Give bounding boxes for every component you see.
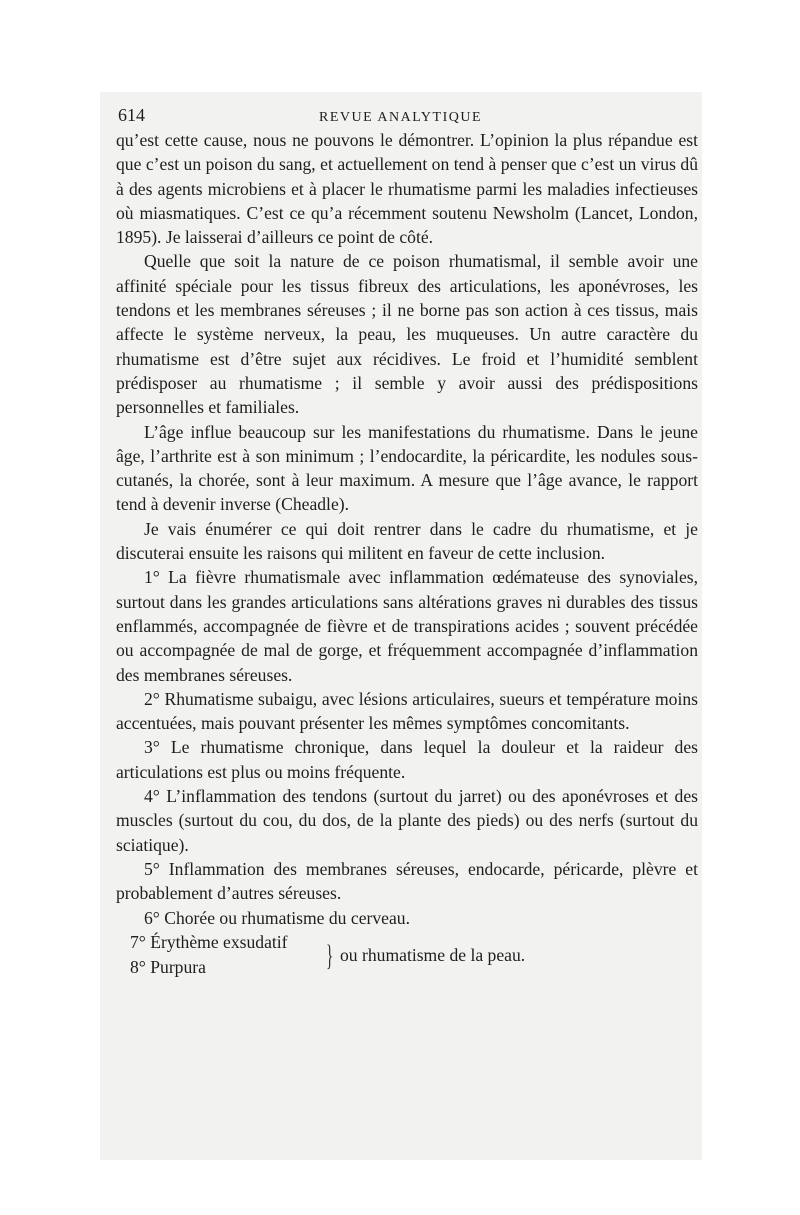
brace-icon: } [326, 938, 334, 972]
list-tail [116, 930, 698, 984]
list-item-2: 2° Rhumatisme subaigu, avec lésions articulaires, sueurs et température moins accentuées, mais pouvant présenter les mêmes symptômes concomitants. [116, 688, 698, 734]
paragraph-1: qu’est cette cause, nous ne pouvons le démontrer. L’opinion la plus répandue est que c’est un poison du sang, et actuellement on tend à penser que c’est un virus dû à des agents microbiens et à placer le rhumatisme parmi les maladies infectieuses où miasmatiques. C’est ce qu’a récemment soutenu Newsholm (Lancet, London, 1895). Je laisserai d’ailleurs ce point de côté. [116, 130, 698, 248]
list-item-3: 3° Le rhumatisme chronique, dans lequel la douleur et la raideur des articulations est plus ou moins fréquente. [116, 737, 698, 782]
list-item-4: 4° L’inflammation des tendons (surtout du jarret) ou des aponévroses et des muscles (surtout du cou, du dos, de la plante des pieds) ou des nerfs (surtout du sciatique). [116, 786, 698, 855]
brace-label: ou rhumatisme de la peau. [340, 944, 526, 965]
paragraph-2: Quelle que soit la nature de ce poison rhumatismal, il semble avoir une affinité spéciale pour les tissus fibreux des articulations, les aponévroses, les tendons et les membranes séreuses ; il ne borne pas son action à ces tissus, mais affecte le système nerveux, la peau, les muqueuses. Un autre caractère du rhumatisme est d’être sujet aux récidives. Le froid et l’humidité semblent prédisposer au rhumatisme ; il semble y avoir aussi des prédispositions personnelles et familiales. [116, 251, 698, 418]
paragraph-3: L’âge influe beaucoup sur les manifestations du rhumatisme. Dans le jeune âge, l’arthrite est à son minimum ; l’endocardite, la péricardite, les nodules sous-cutanés, la chorée, sont à leur maximum. A mesure que l’âge avance, le rapport tend à devenir inverse (Cheadle). [116, 421, 698, 515]
list-item-7: 7° Érythème exsudatif [130, 931, 288, 952]
list-item-8: 8° Purpura [130, 956, 206, 977]
running-head [116, 103, 698, 127]
list-item-1: 1° La fièvre rhumatismale avec inflammation œdémateuse des synoviales, surtout dans les grandes articulations sans altérations graves ni durables des tissus enflammés, accompagnée de fièvre et de transpirations acides ; souvent précédée ou accompagnée de mal de gorge, et fréquemment accompagnée d’inflammation des membranes séreuses. [116, 567, 698, 685]
page-number: 614 [118, 105, 145, 125]
list-item-6: 6° Chorée ou rhumatisme du cerveau. [144, 907, 410, 928]
text-block [116, 103, 698, 984]
list-item-5: 5° Inflammation des membranes séreuses, endocarde, péricarde, plèvre et probablement d’autres séreuses. [116, 858, 698, 904]
paragraph-4: Je vais énumérer ce qui doit rentrer dans le cadre du rhumatisme, et je discuterai ensuite les raisons qui militent en faveur de cette inclusion. [116, 518, 698, 564]
running-title: REVUE ANALYTIQUE [319, 110, 482, 125]
